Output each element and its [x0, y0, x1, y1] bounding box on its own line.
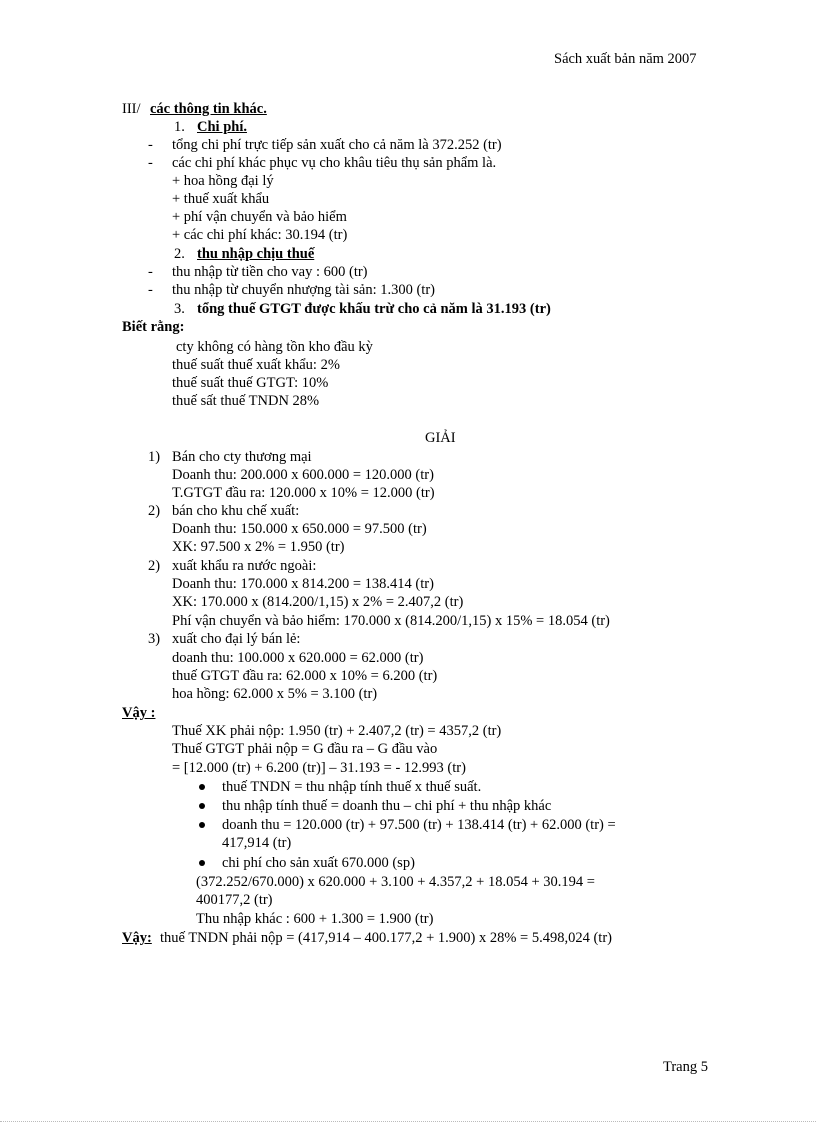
bullet-icon: [199, 822, 205, 828]
given-title: Biết rằng:: [122, 319, 185, 335]
case-line: Doanh thu: 200.000 x 600.000 = 120.000 (tr): [172, 467, 434, 483]
final-label: Vậy:: [122, 930, 152, 946]
page-bottom-divider: [0, 1121, 816, 1122]
page-number: Trang 5: [663, 1059, 708, 1075]
conclusion-line: Thuế GTGT phải nộp = G đầu ra – G đầu vào: [172, 741, 438, 757]
cost-item: + thuế xuất khẩu: [172, 191, 270, 207]
cost-formula: (372.252/670.000) x 620.000 + 3.100 + 4.357,2 + 18.054 + 30.194 =: [196, 874, 595, 890]
case-line: Phí vận chuyển và bảo hiểm: 170.000 x (814.200/1,15) x 15% = 18.054 (tr): [172, 613, 610, 629]
cost-item: + các chi phí khác: 30.194 (tr): [172, 227, 348, 243]
given-line: cty không có hàng tồn kho đầu kỳ: [176, 339, 373, 355]
given-line: thuế suất thuế GTGT: 10%: [172, 375, 329, 391]
income-line: thu nhập từ chuyển nhượng tài sản: 1.300 (tr): [172, 282, 435, 298]
final-text: thuế TNDN phải nộp = (417,914 – 400.177,2 + 1.900) x 28% = 5.498,024 (tr): [160, 930, 612, 946]
conclusion-bullet: thu nhập tính thuế = doanh thu – chi phí + thu nhập khác: [222, 798, 552, 814]
bullet-icon: [199, 860, 205, 866]
case-line: thuế GTGT đầu ra: 62.000 x 10% = 6.200 (tr): [172, 668, 438, 684]
case-title: bán cho khu chế xuất:: [172, 503, 300, 519]
conclusion-bullet: doanh thu = 120.000 (tr) + 97.500 (tr) + 138.414 (tr) + 62.000 (tr) =: [222, 817, 616, 833]
cost-item: + hoa hồng đại lý: [172, 173, 274, 189]
case-title: xuất khẩu ra nước ngoài:: [172, 558, 317, 574]
item3-number: 3.: [174, 301, 185, 317]
case-line: XK: 97.500 x 2% = 1.950 (tr): [172, 539, 345, 555]
case-number: 2): [148, 558, 161, 574]
case-number: 3): [148, 631, 161, 647]
case-title: xuất cho đại lý bán lẻ:: [172, 631, 301, 647]
item1-number: 1.: [174, 119, 185, 135]
bullet-icon: [199, 784, 205, 790]
dash: -: [148, 137, 153, 153]
dash: -: [148, 282, 153, 298]
conclusion-label: Vậy :: [122, 705, 156, 721]
case-number: 2): [148, 503, 161, 519]
section-roman: III/: [122, 101, 141, 117]
conclusion-line: Thuế XK phải nộp: 1.950 (tr) + 2.407,2 (tr) = 4357,2 (tr): [172, 723, 502, 739]
item2-title: thu nhập chịu thuế: [197, 246, 315, 262]
conclusion-bullet: chi phí cho sản xuất 670.000 (sp): [222, 855, 415, 871]
given-line: thuế suất thuế xuất khẩu: 2%: [172, 357, 340, 373]
case-title: Bán cho cty thương mại: [172, 449, 312, 465]
cost-line: các chi phí khác phục vụ cho khâu tiêu thụ sản phẩm là.: [172, 155, 497, 171]
header-title: Sách xuất bản năm 2007: [554, 51, 697, 67]
conclusion-bullet-cont: 417,914 (tr): [222, 835, 292, 851]
bullet-icon: [199, 803, 205, 809]
conclusion-bullet: thuế TNDN = thu nhập tính thuế x thuế suất.: [222, 779, 482, 795]
case-line: Doanh thu: 150.000 x 650.000 = 97.500 (tr): [172, 521, 427, 537]
case-line: T.GTGT đầu ra: 120.000 x 10% = 12.000 (tr): [172, 485, 435, 501]
case-number: 1): [148, 449, 161, 465]
cost-item: + phí vận chuyển và bảo hiểm: [172, 209, 347, 225]
other-income: Thu nhập khác : 600 + 1.300 = 1.900 (tr): [196, 911, 434, 927]
section-title: các thông tin khác.: [150, 101, 267, 117]
given-line: thuế sất thuế TNDN 28%: [172, 393, 320, 409]
solution-title: GIẢI: [425, 430, 456, 446]
item2-number: 2.: [174, 246, 185, 262]
conclusion-line: = [12.000 (tr) + 6.200 (tr)] – 31.193 = - 12.993 (tr): [172, 760, 466, 776]
income-line: thu nhập từ tiền cho vay : 600 (tr): [172, 264, 368, 280]
dash: -: [148, 264, 153, 280]
case-line: doanh thu: 100.000 x 620.000 = 62.000 (tr): [172, 650, 424, 666]
cost-result: 400177,2 (tr): [196, 892, 273, 908]
case-line: XK: 170.000 x (814.200/1,15) x 2% = 2.407,2 (tr): [172, 594, 464, 610]
dash: -: [148, 155, 153, 171]
case-line: hoa hồng: 62.000 x 5% = 3.100 (tr): [172, 686, 378, 702]
item1-title: Chi phí.: [197, 119, 247, 135]
item3-text: tổng thuế GTGT được khấu trừ cho cả năm là 31.193 (tr): [197, 301, 551, 317]
case-line: Doanh thu: 170.000 x 814.200 = 138.414 (tr): [172, 576, 434, 592]
cost-line: tổng chi phí trực tiếp sản xuất cho cả năm là 372.252 (tr): [172, 137, 502, 153]
